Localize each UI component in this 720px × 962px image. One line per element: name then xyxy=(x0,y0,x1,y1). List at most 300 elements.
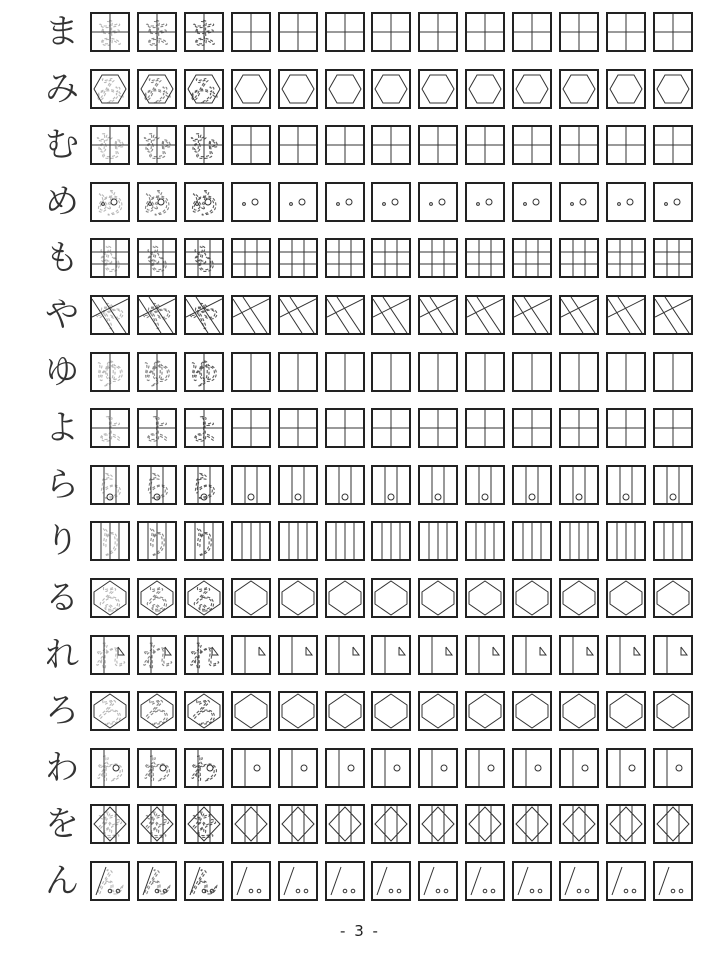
grid-guide xyxy=(655,14,691,50)
trace-guide xyxy=(186,410,222,446)
tracing-cell xyxy=(184,182,224,222)
practice-cell xyxy=(559,408,599,448)
practice-cell xyxy=(465,521,505,561)
kana-character: り xyxy=(45,521,79,562)
trace-guide xyxy=(139,240,175,276)
trace-guide xyxy=(92,354,128,390)
grid-guide xyxy=(233,523,269,559)
svg-text:め: め xyxy=(188,186,219,220)
grid-guide xyxy=(655,410,691,446)
grid-guide xyxy=(233,580,269,616)
grid-guide xyxy=(608,523,644,559)
grid-guide xyxy=(373,523,409,559)
practice-cell xyxy=(653,125,693,165)
trace-guide xyxy=(186,806,222,842)
practice-row xyxy=(0,12,720,52)
practice-cell xyxy=(606,238,646,278)
grid-guide xyxy=(655,467,691,503)
grid-guide xyxy=(514,637,550,673)
trace-guide xyxy=(186,863,222,899)
practice-cell xyxy=(653,804,693,844)
grid-guide xyxy=(467,71,503,107)
grid-guide xyxy=(561,71,597,107)
practice-cell xyxy=(231,804,271,844)
grid-guide xyxy=(561,637,597,673)
svg-text:わ: わ xyxy=(188,752,219,786)
trace-guide xyxy=(186,523,222,559)
practice-cell xyxy=(278,465,318,505)
practice-cell xyxy=(653,352,693,392)
practice-cell xyxy=(606,125,646,165)
practice-cell xyxy=(231,238,271,278)
grid-guide xyxy=(514,184,550,220)
svg-text:ろ: ろ xyxy=(95,696,125,730)
grid-guide xyxy=(467,523,503,559)
kana-character: る xyxy=(45,578,79,618)
grid-guide xyxy=(467,354,503,390)
practice-cell xyxy=(559,748,599,788)
trace-guide xyxy=(92,467,128,503)
practice-cell xyxy=(418,295,458,335)
grid-guide xyxy=(280,71,316,107)
grid-guide xyxy=(655,184,691,220)
grid-guide xyxy=(420,71,456,107)
trace-guide xyxy=(92,750,128,786)
practice-cell xyxy=(512,691,552,731)
grid-guide xyxy=(514,240,550,276)
practice-cell xyxy=(559,125,599,165)
grid-guide xyxy=(420,354,456,390)
practice-cell xyxy=(606,69,646,109)
kana-character: を xyxy=(45,804,79,845)
svg-text:れ: れ xyxy=(188,639,219,673)
practice-cell xyxy=(418,238,458,278)
grid-guide xyxy=(608,806,644,842)
grid-guide xyxy=(561,523,597,559)
practice-cell xyxy=(278,125,318,165)
tracing-cell xyxy=(137,182,177,222)
practice-cell xyxy=(371,804,411,844)
practice-cell xyxy=(231,12,271,52)
grid-guide xyxy=(655,71,691,107)
trace-guide xyxy=(139,863,175,899)
grid-guide xyxy=(280,806,316,842)
grid-guide xyxy=(327,580,363,616)
tracing-cell xyxy=(137,691,177,731)
grid-guide xyxy=(467,863,503,899)
grid-guide xyxy=(327,523,363,559)
grid-guide xyxy=(467,297,503,333)
tracing-cell xyxy=(90,182,130,222)
practice-cell xyxy=(559,69,599,109)
grid-guide xyxy=(280,580,316,616)
tracing-cell xyxy=(90,295,130,335)
practice-cell xyxy=(325,238,365,278)
svg-text:み: み xyxy=(188,73,219,107)
practice-cell xyxy=(465,635,505,675)
tracing-cell xyxy=(137,635,177,675)
tracing-cell xyxy=(137,69,177,109)
practice-cell xyxy=(606,295,646,335)
grid-guide xyxy=(655,750,691,786)
grid-guide xyxy=(655,297,691,333)
trace-guide xyxy=(139,693,175,729)
practice-cell xyxy=(231,182,271,222)
practice-cell xyxy=(231,408,271,448)
svg-text:よ: よ xyxy=(95,413,125,447)
practice-cell xyxy=(465,861,505,901)
grid-guide xyxy=(608,184,644,220)
kana-character: ま xyxy=(45,12,79,52)
practice-cell xyxy=(606,691,646,731)
grid-guide xyxy=(420,523,456,559)
grid-guide xyxy=(420,184,456,220)
practice-cell xyxy=(325,691,365,731)
practice-cell xyxy=(371,635,411,675)
grid-guide xyxy=(327,693,363,729)
grid-guide xyxy=(373,467,409,503)
page-number: - 3 - xyxy=(340,922,380,940)
grid-guide xyxy=(608,354,644,390)
svg-text:ん: ん xyxy=(141,866,172,899)
practice-cell xyxy=(325,125,365,165)
practice-cell xyxy=(512,861,552,901)
grid-guide xyxy=(420,580,456,616)
grid-guide xyxy=(233,637,269,673)
practice-cell xyxy=(559,238,599,278)
tracing-cell xyxy=(90,521,130,561)
svg-text:を: を xyxy=(95,809,125,843)
practice-cell xyxy=(325,748,365,788)
grid-guide xyxy=(561,580,597,616)
kana-character: ら xyxy=(45,464,79,505)
practice-cell xyxy=(653,408,693,448)
practice-row xyxy=(0,804,720,844)
practice-cell xyxy=(231,295,271,335)
grid-guide xyxy=(327,806,363,842)
practice-cell xyxy=(512,12,552,52)
practice-cell xyxy=(418,861,458,901)
practice-cell xyxy=(371,578,411,618)
practice-cell xyxy=(371,521,411,561)
practice-cell xyxy=(278,748,318,788)
kana-character: み xyxy=(45,68,79,109)
trace-guide xyxy=(186,297,222,333)
svg-text:る: る xyxy=(95,583,125,616)
practice-cell xyxy=(653,295,693,335)
grid-guide xyxy=(561,410,597,446)
grid-guide xyxy=(655,863,691,899)
grid-guide xyxy=(655,127,691,163)
practice-row xyxy=(0,352,720,392)
practice-cell xyxy=(325,861,365,901)
practice-cell xyxy=(512,238,552,278)
practice-cell xyxy=(231,861,271,901)
practice-cell xyxy=(418,465,458,505)
practice-cell xyxy=(465,748,505,788)
trace-guide xyxy=(139,354,175,390)
grid-guide xyxy=(233,71,269,107)
kana-character: ん xyxy=(45,861,79,901)
practice-cell xyxy=(278,691,318,731)
tracing-cell xyxy=(90,691,130,731)
svg-text:や: や xyxy=(95,300,125,333)
grid-guide xyxy=(280,750,316,786)
grid-guide xyxy=(514,693,550,729)
grid-guide xyxy=(655,354,691,390)
grid-guide xyxy=(514,750,550,786)
grid-guide xyxy=(373,127,409,163)
practice-cell xyxy=(231,578,271,618)
practice-cell xyxy=(559,691,599,731)
grid-guide xyxy=(561,806,597,842)
trace-guide xyxy=(92,693,128,729)
practice-cell xyxy=(653,748,693,788)
kana-character: む xyxy=(45,125,79,166)
grid-guide xyxy=(420,14,456,50)
svg-text:ゆ: ゆ xyxy=(188,356,219,390)
practice-cell xyxy=(418,69,458,109)
trace-guide xyxy=(139,750,175,786)
practice-row xyxy=(0,521,720,561)
tracing-cell xyxy=(90,125,130,165)
grid-guide xyxy=(327,127,363,163)
svg-text:ろ: ろ xyxy=(141,696,172,730)
practice-cell xyxy=(278,69,318,109)
trace-guide xyxy=(186,14,222,50)
tracing-cell xyxy=(184,465,224,505)
tracing-cell xyxy=(90,804,130,844)
practice-cell xyxy=(512,69,552,109)
practice-cell xyxy=(606,12,646,52)
practice-row xyxy=(0,69,720,109)
grid-guide xyxy=(233,127,269,163)
practice-cell xyxy=(371,748,411,788)
grid-guide xyxy=(280,127,316,163)
grid-guide xyxy=(327,410,363,446)
practice-cell xyxy=(653,465,693,505)
tracing-cell xyxy=(184,12,224,52)
practice-cell xyxy=(559,182,599,222)
trace-guide xyxy=(139,127,175,163)
practice-cell xyxy=(371,465,411,505)
practice-cell xyxy=(606,635,646,675)
trace-guide xyxy=(92,297,128,333)
kana-character: ろ xyxy=(45,691,79,732)
practice-cell xyxy=(465,352,505,392)
svg-text:む: む xyxy=(95,130,125,164)
practice-cell xyxy=(653,238,693,278)
practice-cell xyxy=(465,182,505,222)
practice-cell xyxy=(371,295,411,335)
svg-text:を: を xyxy=(188,809,219,843)
practice-row xyxy=(0,748,720,788)
grid-guide xyxy=(373,863,409,899)
practice-cell xyxy=(606,465,646,505)
grid-guide xyxy=(655,523,691,559)
practice-cell xyxy=(278,635,318,675)
practice-row xyxy=(0,182,720,222)
svg-text:ら: ら xyxy=(95,469,125,503)
grid-guide xyxy=(373,14,409,50)
grid-guide xyxy=(608,410,644,446)
grid-guide xyxy=(561,467,597,503)
tracing-cell xyxy=(90,408,130,448)
trace-guide xyxy=(92,863,128,899)
tracing-cell xyxy=(184,521,224,561)
svg-text:ま: ま xyxy=(188,17,219,50)
practice-cell xyxy=(465,408,505,448)
svg-text:ゆ: ゆ xyxy=(141,356,172,390)
tracing-cell xyxy=(137,352,177,392)
grid-guide xyxy=(655,637,691,673)
svg-text:む: む xyxy=(188,130,219,164)
grid-guide xyxy=(514,467,550,503)
tracing-cell xyxy=(90,748,130,788)
trace-guide xyxy=(186,750,222,786)
grid-guide xyxy=(514,410,550,446)
practice-cell xyxy=(653,12,693,52)
grid-guide xyxy=(327,184,363,220)
practice-cell xyxy=(371,691,411,731)
tracing-cell xyxy=(184,238,224,278)
svg-text:み: み xyxy=(95,73,125,107)
practice-cell xyxy=(418,408,458,448)
grid-guide xyxy=(467,806,503,842)
trace-guide xyxy=(186,467,222,503)
practice-cell xyxy=(606,352,646,392)
practice-cell xyxy=(512,182,552,222)
trace-guide xyxy=(186,240,222,276)
tracing-cell xyxy=(184,691,224,731)
tracing-cell xyxy=(90,238,130,278)
practice-cell xyxy=(606,182,646,222)
svg-text:わ: わ xyxy=(95,752,125,786)
grid-guide xyxy=(467,750,503,786)
grid-guide xyxy=(373,410,409,446)
grid-guide xyxy=(561,354,597,390)
practice-row xyxy=(0,408,720,448)
grid-guide xyxy=(233,693,269,729)
practice-cell xyxy=(418,125,458,165)
practice-cell xyxy=(512,465,552,505)
practice-cell xyxy=(465,691,505,731)
practice-cell xyxy=(418,12,458,52)
grid-guide xyxy=(467,693,503,729)
grid-guide xyxy=(561,184,597,220)
practice-cell xyxy=(278,182,318,222)
grid-guide xyxy=(420,297,456,333)
grid-guide xyxy=(280,410,316,446)
svg-text:も: も xyxy=(141,243,172,277)
svg-text:り: り xyxy=(95,526,125,560)
practice-row xyxy=(0,635,720,675)
grid-guide xyxy=(373,637,409,673)
grid-guide xyxy=(608,467,644,503)
practice-cell xyxy=(325,408,365,448)
grid-guide xyxy=(608,297,644,333)
trace-guide xyxy=(92,523,128,559)
tracing-cell xyxy=(90,465,130,505)
grid-guide xyxy=(467,240,503,276)
practice-cell xyxy=(231,691,271,731)
svg-text:ら: ら xyxy=(188,469,219,503)
trace-guide xyxy=(186,580,222,616)
practice-cell xyxy=(278,238,318,278)
grid-guide xyxy=(655,693,691,729)
trace-guide xyxy=(92,580,128,616)
svg-text:ん: ん xyxy=(188,866,219,899)
grid-guide xyxy=(373,240,409,276)
grid-guide xyxy=(514,863,550,899)
practice-cell xyxy=(653,861,693,901)
trace-guide xyxy=(139,806,175,842)
grid-guide xyxy=(467,637,503,673)
kana-character: め xyxy=(45,181,79,222)
tracing-cell xyxy=(184,408,224,448)
practice-cell xyxy=(512,635,552,675)
svg-text:む: む xyxy=(141,130,172,164)
trace-guide xyxy=(139,580,175,616)
grid-guide xyxy=(420,750,456,786)
practice-cell xyxy=(231,352,271,392)
grid-guide xyxy=(561,693,597,729)
svg-text:ろ: ろ xyxy=(188,696,219,730)
tracing-cell xyxy=(137,861,177,901)
tracing-cell xyxy=(137,748,177,788)
practice-row xyxy=(0,295,720,335)
grid-guide xyxy=(514,806,550,842)
practice-cell xyxy=(278,12,318,52)
practice-cell xyxy=(278,861,318,901)
tracing-cell xyxy=(184,295,224,335)
practice-cell xyxy=(559,465,599,505)
svg-text:り: り xyxy=(141,526,172,560)
grid-guide xyxy=(327,637,363,673)
trace-guide xyxy=(92,71,128,107)
grid-guide xyxy=(233,806,269,842)
grid-guide xyxy=(561,14,597,50)
svg-text:る: る xyxy=(188,583,219,616)
grid-guide xyxy=(233,240,269,276)
practice-cell xyxy=(512,125,552,165)
trace-guide xyxy=(92,127,128,163)
practice-cell xyxy=(231,69,271,109)
svg-text:よ: よ xyxy=(141,413,172,447)
svg-text:め: め xyxy=(95,186,125,220)
practice-cell xyxy=(465,465,505,505)
grid-guide xyxy=(514,127,550,163)
grid-guide xyxy=(608,863,644,899)
grid-guide xyxy=(327,354,363,390)
practice-cell xyxy=(371,352,411,392)
trace-guide xyxy=(139,297,175,333)
grid-guide xyxy=(373,580,409,616)
grid-guide xyxy=(373,693,409,729)
tracing-cell xyxy=(90,635,130,675)
trace-guide xyxy=(139,184,175,220)
grid-guide xyxy=(467,410,503,446)
svg-text:や: や xyxy=(188,300,219,333)
practice-cell xyxy=(418,748,458,788)
practice-cell xyxy=(512,804,552,844)
practice-cell xyxy=(278,521,318,561)
grid-guide xyxy=(373,71,409,107)
grid-guide xyxy=(467,127,503,163)
practice-cell xyxy=(512,748,552,788)
grid-guide xyxy=(467,580,503,616)
grid-guide xyxy=(233,750,269,786)
